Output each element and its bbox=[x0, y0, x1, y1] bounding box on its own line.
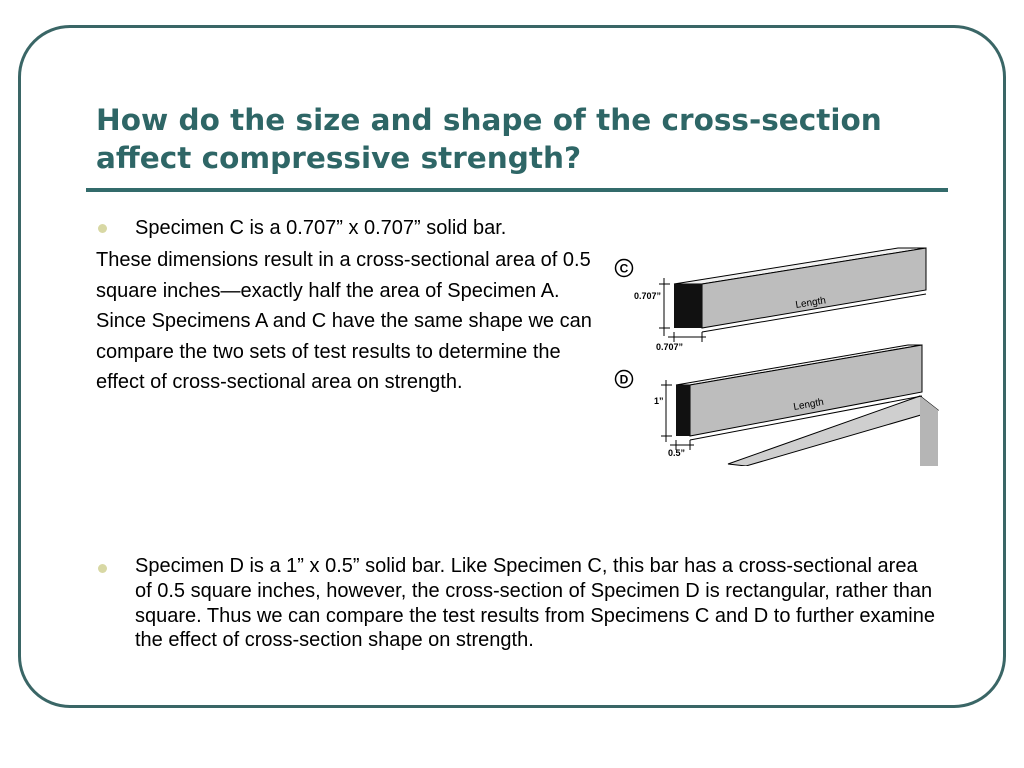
label-c: C bbox=[619, 261, 629, 276]
bullet-1-first-line: Specimen C is a 0.707” x 0.707” solid bar. bbox=[135, 217, 507, 239]
bullet-1-continuation: These dimensions result in a cross-sectional area of 0.5 square inches—exactly half the area of Specimen A. Since Specimens A and C have the same shape we can compare the two sets of test results to determine the effect of cross-sectional area on strength. bbox=[96, 249, 592, 394]
c-height-label: 0.707” bbox=[634, 291, 662, 301]
d-height-label: 1” bbox=[654, 396, 664, 406]
bullet-dot-2 bbox=[98, 564, 107, 573]
specimen-figure bbox=[608, 246, 968, 466]
label-d: D bbox=[619, 372, 629, 387]
c-width-label: 0.707” bbox=[656, 342, 684, 352]
c-length-label: Length bbox=[794, 295, 827, 311]
bullet-dot-1 bbox=[98, 224, 107, 233]
slide-title: How do the size and shape of the cross-section affect compressive strength? bbox=[96, 103, 882, 175]
specimen-c-bar bbox=[674, 248, 926, 328]
d-length-label: Length bbox=[792, 396, 825, 413]
title-divider bbox=[86, 188, 948, 192]
d-width-label: 0.5” bbox=[668, 448, 686, 458]
bullet-2-text: Specimen D is a 1” x 0.5” solid bar. Like Specimen C, this bar has a cross-sectional area of 0.5 square inches, however, the cross-section of Specimen D is rectangular, rather than square. Thus we can compare the test results from Specimens C and D to further examine the effect of cross-section shape on strength. bbox=[135, 555, 935, 652]
